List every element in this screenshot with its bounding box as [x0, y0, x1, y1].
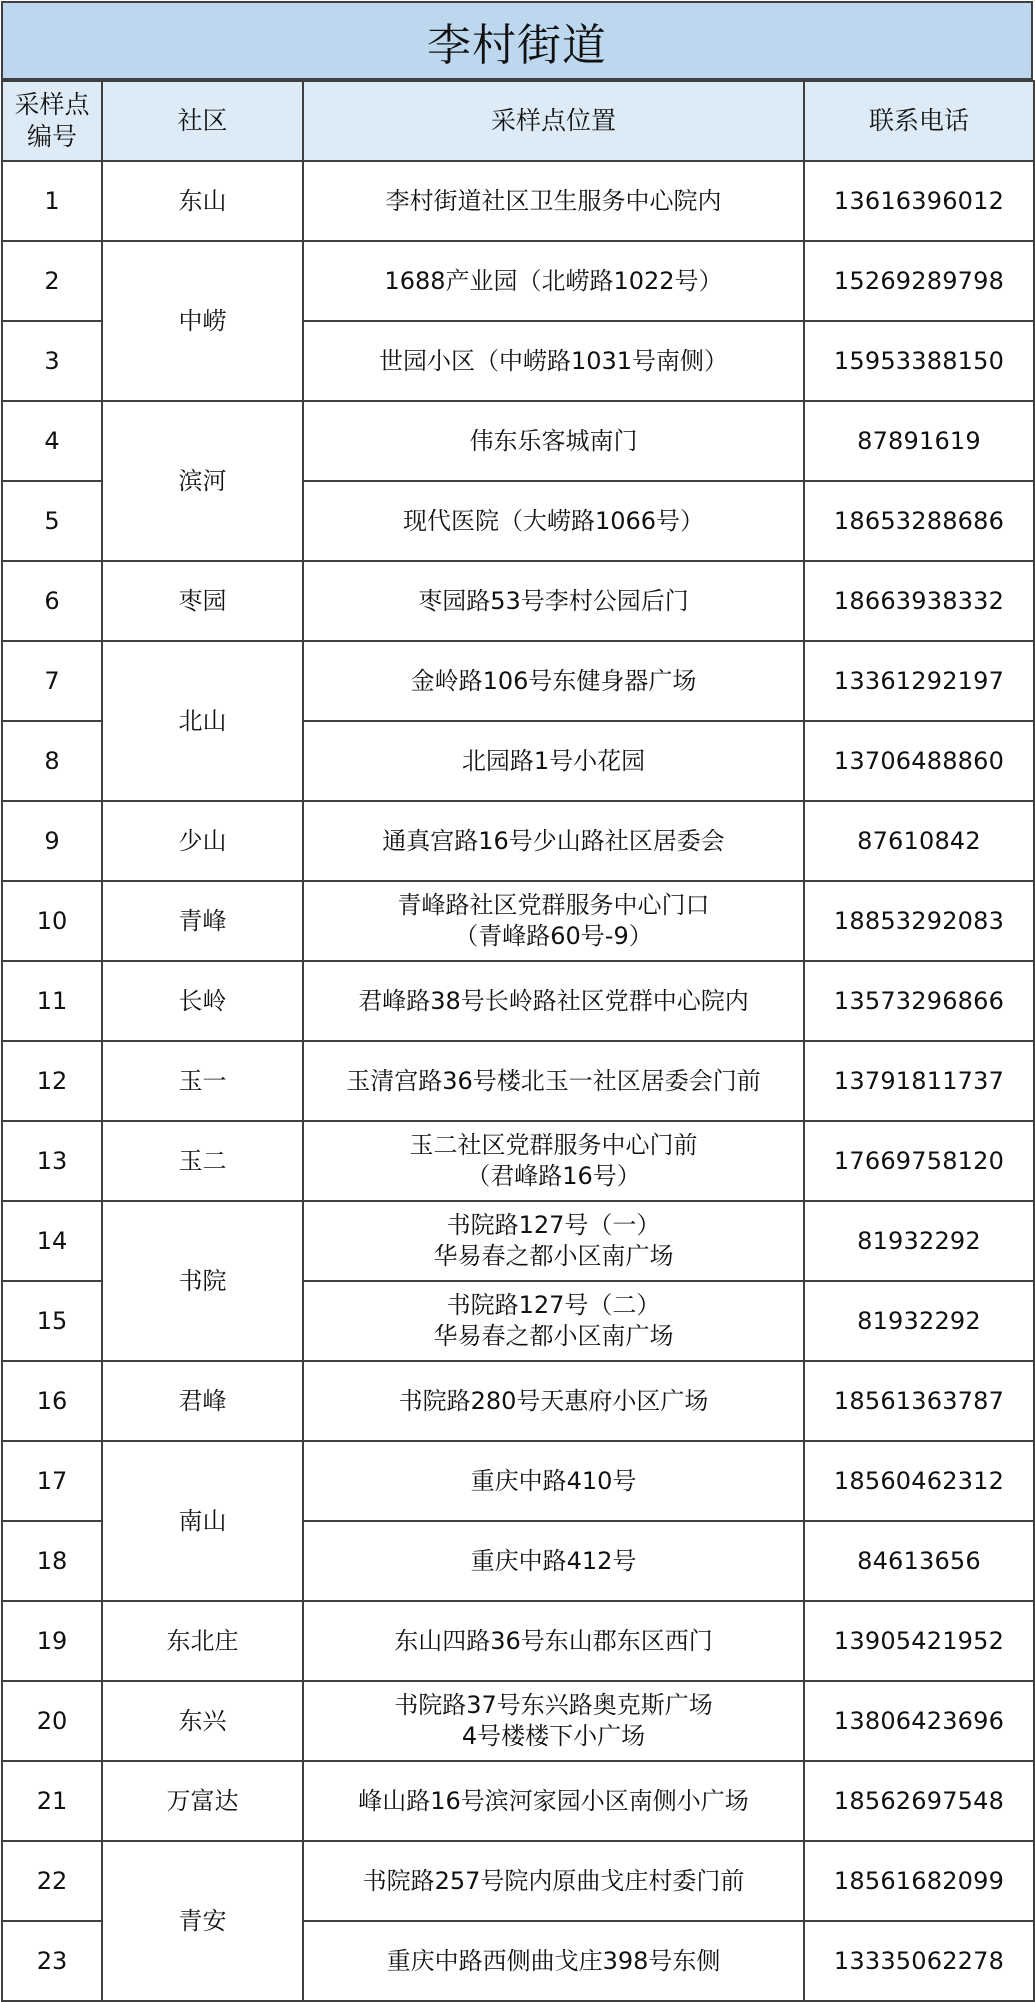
community-name: 书院: [102, 1201, 303, 1361]
community-name: 北山: [102, 641, 303, 801]
site-location-line1: 书院路37号东兴路奥克斯广场: [394, 1691, 713, 1720]
table-row: [2, 961, 1034, 1041]
site-number: 4: [2, 401, 102, 481]
site-location: 峰山路16号滨河家园小区南侧小广场: [303, 1761, 804, 1841]
site-location-line1: 青峰路社区党群服务中心门口: [397, 891, 710, 920]
site-location: [303, 881, 804, 961]
site-location: 1688产业园（北崂路1022号）: [303, 241, 804, 321]
site-location: 书院路257号院内原曲戈庄村委门前: [303, 1841, 804, 1921]
contact-phone: 13806423696: [804, 1681, 1034, 1761]
contact-phone: 18561682099: [804, 1841, 1034, 1921]
site-location-line1: 玉二社区党群服务中心门前: [409, 1131, 698, 1160]
contact-phone: 81932292: [804, 1281, 1034, 1361]
site-location: 重庆中路410号: [303, 1441, 804, 1521]
contact-phone: 18853292083: [804, 881, 1034, 961]
table-row: [2, 801, 1034, 881]
table-row: [2, 1201, 1034, 1281]
site-location-line2: 华易春之都小区南广场: [433, 1322, 674, 1350]
contact-phone: 18562697548: [804, 1761, 1034, 1841]
contact-phone: 13573296866: [804, 961, 1034, 1041]
site-location: [303, 1201, 804, 1281]
site-number: 17: [2, 1441, 102, 1521]
header-location: 采样点位置: [303, 81, 804, 161]
site-location: 现代医院（大崂路1066号）: [303, 481, 804, 561]
contact-phone: 18663938332: [804, 561, 1034, 641]
table-row: [2, 641, 1034, 721]
community-name: 长岭: [102, 961, 303, 1041]
community-name: 万富达: [102, 1761, 303, 1841]
contact-phone: 81932292: [804, 1201, 1034, 1281]
community-name: 玉二: [102, 1121, 303, 1201]
contact-phone: 13791811737: [804, 1041, 1034, 1121]
community-name: 青安: [102, 1841, 303, 2001]
site-number: 11: [2, 961, 102, 1041]
community-name: 君峰: [102, 1361, 303, 1441]
site-number: 1: [2, 161, 102, 241]
site-location: 书院路280号天惠府小区广场: [303, 1361, 804, 1441]
contact-phone: 18560462312: [804, 1441, 1034, 1521]
contact-phone: 13706488860: [804, 721, 1034, 801]
site-location: 金岭路106号东健身器广场: [303, 641, 804, 721]
contact-phone: 87610842: [804, 801, 1034, 881]
community-name: 东北庄: [102, 1601, 303, 1681]
site-location-line1: 书院路127号（一）: [446, 1211, 661, 1240]
site-number: 8: [2, 721, 102, 801]
site-number: 20: [2, 1681, 102, 1761]
community-name: 青峰: [102, 881, 303, 961]
header-number-line1: 采样点: [14, 90, 90, 119]
site-location-line1: 书院路127号（二）: [446, 1291, 661, 1320]
table-row: [2, 1841, 1034, 1921]
header-phone: 联系电话: [804, 81, 1034, 161]
table-row: [2, 1441, 1034, 1521]
site-number: 22: [2, 1841, 102, 1921]
community-name: 南山: [102, 1441, 303, 1601]
site-number: 15: [2, 1281, 102, 1361]
contact-phone: 87891619: [804, 401, 1034, 481]
site-number: 23: [2, 1921, 102, 2001]
contact-phone: 15269289798: [804, 241, 1034, 321]
community-name: 东山: [102, 161, 303, 241]
site-location-line2: （青峰路60号-9）: [454, 922, 653, 950]
site-number: 16: [2, 1361, 102, 1441]
site-number: 13: [2, 1121, 102, 1201]
site-number: 19: [2, 1601, 102, 1681]
site-location: [303, 1281, 804, 1361]
site-number: 3: [2, 321, 102, 401]
site-number: 10: [2, 881, 102, 961]
site-location: 重庆中路西侧曲戈庄398号东侧: [303, 1921, 804, 2001]
site-number: 2: [2, 241, 102, 321]
site-number: 12: [2, 1041, 102, 1121]
site-location: 重庆中路412号: [303, 1521, 804, 1601]
site-location: 东山四路36号东山郡东区西门: [303, 1601, 804, 1681]
contact-phone: 15953388150: [804, 321, 1034, 401]
site-location: [303, 1681, 804, 1761]
contact-phone: 13616396012: [804, 161, 1034, 241]
contact-phone: 13361292197: [804, 641, 1034, 721]
community-name: 东兴: [102, 1681, 303, 1761]
contact-phone: 84613656: [804, 1521, 1034, 1601]
community-name: 滨河: [102, 401, 303, 561]
table-row: [2, 1121, 1034, 1201]
site-number: 5: [2, 481, 102, 561]
community-name: 少山: [102, 801, 303, 881]
site-location: 玉清宫路36号楼北玉一社区居委会门前: [303, 1041, 804, 1121]
site-location: 伟东乐客城南门: [303, 401, 804, 481]
site-number: 6: [2, 561, 102, 641]
site-number: 7: [2, 641, 102, 721]
site-location: 通真宫路16号少山路社区居委会: [303, 801, 804, 881]
header-number-line2: 编号: [26, 122, 77, 151]
site-location: 君峰路38号长岭路社区党群中心院内: [303, 961, 804, 1041]
site-number: 18: [2, 1521, 102, 1601]
site-location-line2: 华易春之都小区南广场: [433, 1242, 674, 1270]
table-row: [2, 1761, 1034, 1841]
table-row: [2, 561, 1034, 641]
community-name: 玉一: [102, 1041, 303, 1121]
site-number: 21: [2, 1761, 102, 1841]
table-row: [2, 1361, 1034, 1441]
table-row: [2, 1681, 1034, 1761]
community-name: 枣园: [102, 561, 303, 641]
contact-phone: 18561363787: [804, 1361, 1034, 1441]
contact-phone: 18653288686: [804, 481, 1034, 561]
table-row: [2, 161, 1034, 241]
site-location: [303, 1121, 804, 1201]
header-community: 社区: [102, 81, 303, 161]
table-row: [2, 401, 1034, 481]
table-row: [2, 1601, 1034, 1681]
district-title: 李村街道: [1, 1, 1033, 80]
site-number: 9: [2, 801, 102, 881]
site-location: 北园路1号小花园: [303, 721, 804, 801]
table-header-row: [2, 81, 1034, 161]
site-location: 枣园路53号李村公园后门: [303, 561, 804, 641]
sampling-sites-table: [1, 80, 1035, 2002]
contact-phone: 13905421952: [804, 1601, 1034, 1681]
table-row: [2, 241, 1034, 321]
header-number: [2, 81, 102, 161]
contact-phone: 13335062278: [804, 1921, 1034, 2001]
table-row: [2, 881, 1034, 961]
community-name: 中崂: [102, 241, 303, 401]
table-row: [2, 1041, 1034, 1121]
site-number: 14: [2, 1201, 102, 1281]
site-location: 世园小区（中崂路1031号南侧）: [303, 321, 804, 401]
site-location-line2: （君峰路16号）: [466, 1162, 641, 1190]
contact-phone: 17669758120: [804, 1121, 1034, 1201]
site-location: 李村街道社区卫生服务中心院内: [303, 161, 804, 241]
site-location-line2: 4号楼楼下小广场: [461, 1722, 646, 1750]
